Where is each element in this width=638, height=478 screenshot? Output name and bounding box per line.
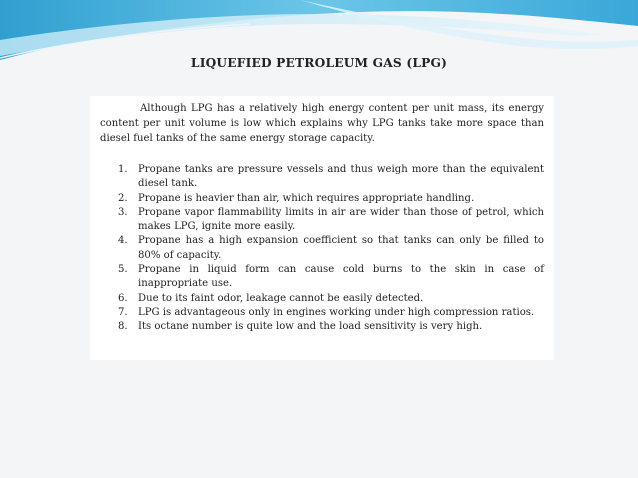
list-item <box>118 320 544 334</box>
list-item-text: Its octane number is quite low and the load sensitivity is very high. <box>138 321 483 333</box>
list-item-text: Propane in liquid form can cause cold burns to the skin in case of inappropriate use. <box>138 264 544 290</box>
list-item-number: 7. <box>118 306 128 318</box>
list-item-text: Due to its faint odor, leakage cannot be easily detected. <box>138 292 424 304</box>
list-item-number: 2. <box>118 192 128 204</box>
lpg-disadvantages-list <box>118 163 544 335</box>
intro-paragraph: Although LPG has a relatively high energy content per unit mass, its energy content per unit volume is low which explains why LPG tanks take more space than diesel fuel tanks of the same energy storage capacity. <box>100 103 544 144</box>
list-item-text: LPG is advantageous only in engines working under high compression ratios. <box>138 306 535 318</box>
list-item-number: 4. <box>118 235 128 247</box>
list-item-number: 6. <box>118 292 128 304</box>
list-item-text: Propane is heavier than air, which requires appropriate handling. <box>138 192 475 204</box>
list-item <box>118 292 544 306</box>
list-item-text: Propane vapor flammability limits in air are wider than those of petrol, which makes LPG, ignite more easily. <box>138 206 544 233</box>
list-item-number: 8. <box>118 321 128 333</box>
list-item-number: 5. <box>118 264 128 276</box>
list-item-text: Propane has a high expansion coefficient so that tanks can only be filled to 80% of capacity. <box>138 235 544 261</box>
slide-title: LIQUEFIED PETROLEUM GAS (LPG) <box>190 56 448 70</box>
list-item <box>118 206 544 235</box>
list-item <box>118 163 544 192</box>
list-item-text: Propane tanks are pressure vessels and thus weigh more than the equivalent diesel tank. <box>138 164 544 190</box>
list-item <box>118 192 544 206</box>
list-item-number: 3. <box>118 206 128 218</box>
list-item <box>118 263 544 292</box>
list-item <box>118 234 544 263</box>
list-item-number: 1. <box>118 164 128 175</box>
list-item <box>118 306 544 320</box>
